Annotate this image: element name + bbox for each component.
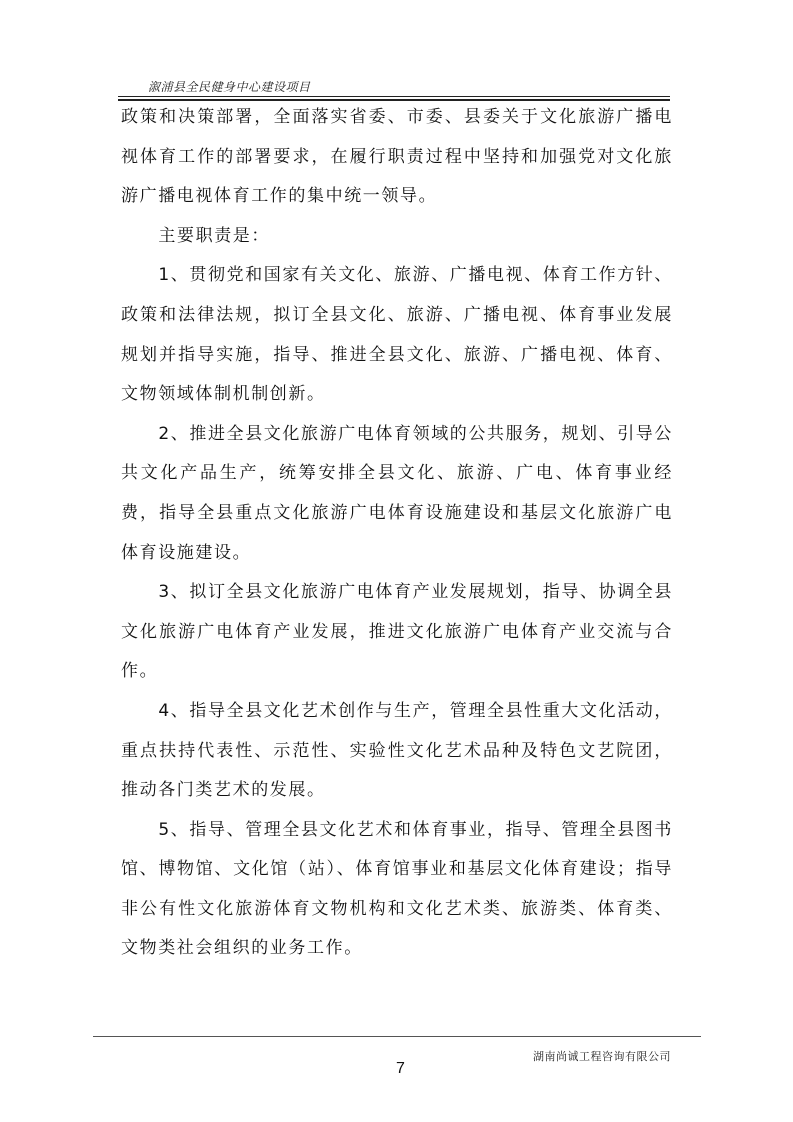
- document-body: [121, 98, 673, 969]
- paragraph-duty-5: 5、指导、管理全县文化艺术和体育事业，指导、管理全县图书馆、博物馆、文化馆（站）、体育馆事业和基层文化体育建设；指导非公有性文化旅游体育文物机构和文化艺术类、旅游类、体育类、文物类社会组织的业务工作。: [121, 819, 674, 959]
- paragraph-duty-4: 4、指导全县文化艺术创作与生产，管理全县性重大文化活动，重点扶持代表性、示范性、实验性文化艺术品种及特色文艺院团，推动各门类艺术的发展。: [121, 700, 674, 801]
- paragraph-duties-heading: 主要职责是：: [158, 225, 270, 246]
- paragraph-continuation: 政策和决策部署，全面落实省委、市委、县委关于文化旅游广播电视体育工作的部署要求，在履行职责过程中坚持和加强党对文化旅游广播电视体育工作的集中统一领导。: [121, 107, 673, 207]
- paragraph-duty-2: 2、推进全县文化旅游广电体育领域的公共服务，规划、引导公共文化产品生产，统筹安排全县文化、旅游、广电、体育事业经费，指导全县重点文化旅游广电体育设施建设和基层文化旅游广电体育设施建设。: [121, 423, 674, 563]
- footer-company-name: 湖南尚诚工程咨询有限公司: [533, 1050, 671, 1063]
- paragraph-duty-3: 3、拟订全县文化旅游广电体育产业发展规划，指导、协调全县文化旅游广电体育产业发展，推进文化旅游广电体育产业交流与合作。: [121, 582, 674, 682]
- header-rule-thin: [118, 96, 670, 97]
- footer-rule: [93, 1036, 701, 1037]
- page-header: [118, 76, 678, 98]
- header-project-title: 溆浦县全民健身中心建设项目: [148, 80, 311, 94]
- paragraph-duty-1: 1、贯彻党和国家有关文化、旅游、广播电视、体育工作方针、政策和法律法规，拟订全县文化、旅游、广播电视、体育事业发展规划并指导实施，指导、推进全县文化、旅游、广播电视、体育、文物领域体制机制创新。: [121, 265, 674, 405]
- page-number: 7: [396, 1060, 405, 1077]
